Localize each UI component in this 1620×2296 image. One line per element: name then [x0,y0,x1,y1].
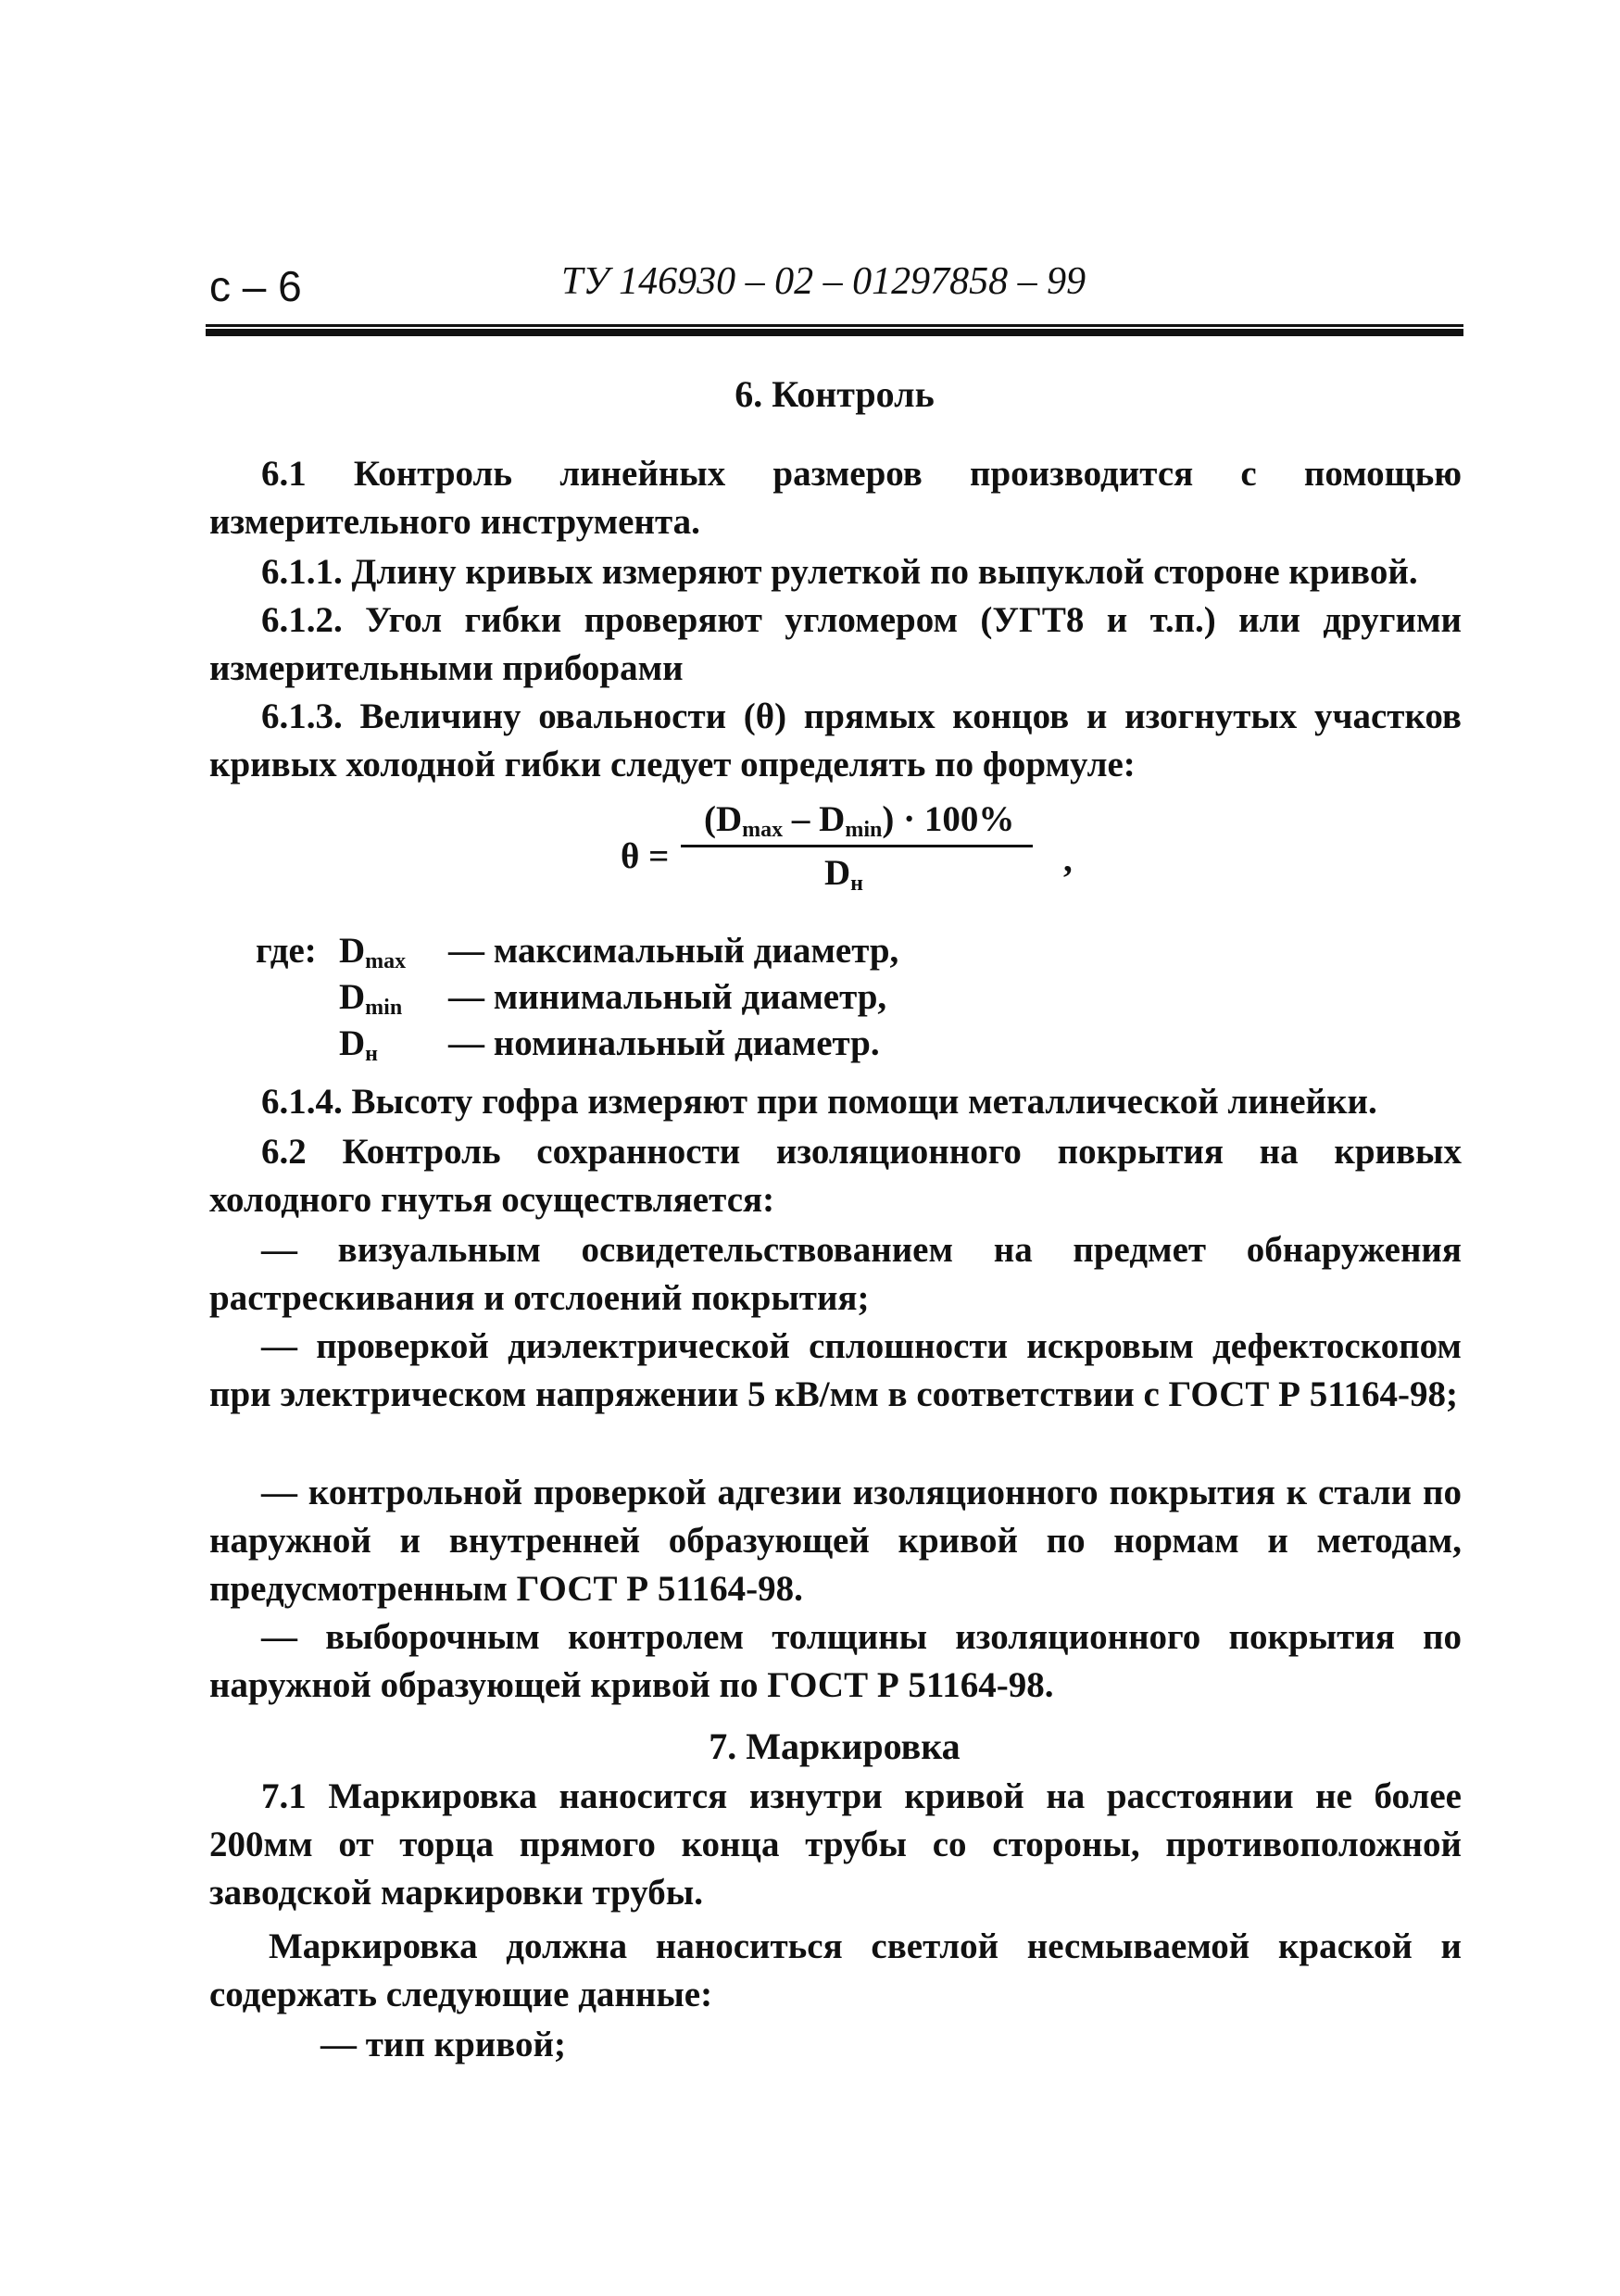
header-rule-thick [206,329,1463,336]
formula-lhs: θ = [621,836,670,876]
section-7-title: 7. Маркировка [709,1725,961,1767]
list-item: — контрольной проверкой адгезии изоляционного покрытия к стали по наружной и внутренней образующей кривой по нормам и методам, предусмотренным ГОСТ Р 51164-98. [209,1473,1462,1609]
section-6-title: 6. Контроль [735,373,935,415]
header-rule-thin [206,324,1463,327]
legend-description: — минимальный диаметр, [448,977,887,1017]
formula-denominator: $D_н$ [824,853,863,896]
list-item: — выборочным контролем толщины изоляционного покрытия по наружной образующей кривой по ГОСТ Р 51164-98. [209,1617,1462,1705]
paragraph-7-2: Маркировка должна наноситься светлой несмываемой краской и содержать следующие данные: [209,1926,1462,2014]
list-item: — проверкой диэлектрической сплошности искровым дефектоскопом при электрическом напряжении 5 кВ/мм в соответствии с ГОСТ Р 51164-98; [209,1326,1462,1414]
fraction-bar [681,845,1033,847]
list-item: — визуальным освидетельствованием на предмет обнаружения растрескивания и отслоений покрытия; [209,1230,1462,1318]
page-number: с – 6 [209,262,302,310]
paragraph-6-1-4: 6.1.4. Высоту гофра измеряют при помощи металлической линейки. [261,1082,1377,1122]
ovality-formula [593,798,1111,910]
document-code: ТУ 146930 – 02 – 01297858 – 99 [561,260,1086,303]
paragraph-6-1: 6.1 Контроль линейных размеров производится с помощью измерительного инструмента. [209,454,1462,542]
legend-symbol: $D_{max}$ [339,931,407,973]
paragraph-7-1: 7.1 Маркировка наносится изнутри кривой на расстоянии не более 200мм от торца прямого конца трубы со стороны, противоположной заводской маркировки трубы. [209,1776,1462,1913]
paragraph-6-1-2: 6.1.2. Угол гибки проверяют угломером (УГТ8 и т.п.) или другими измерительными приборами [209,600,1462,688]
legend-description: — максимальный диаметр, [448,931,899,971]
paragraph-6-2: 6.2 Контроль сохранности изоляционного покрытия на кривых холодного гнутья осуществляется: [209,1132,1462,1220]
formula-comma: , [1063,840,1073,880]
formula-numerator: $(D_{max} - D_{min}) \cdot 100\%$ [704,799,1015,842]
legend-symbol: $D_н$ [339,1023,378,1066]
list-item: — тип кривой; [320,2025,566,2064]
legend-symbol: $D_{min}$ [339,977,403,1020]
legend-description: — номинальный диаметр. [448,1023,880,1063]
paragraph-6-1-1: 6.1.1. Длину кривых измеряют рулеткой по выпуклой стороне кривой. [261,552,1418,592]
legend-label: где: [256,931,317,971]
paragraph-6-1-3: 6.1.3. Величину овальности (θ) прямых концов и изогнутых участков кривых холодной гибки следует определять по формуле: [209,696,1462,784]
